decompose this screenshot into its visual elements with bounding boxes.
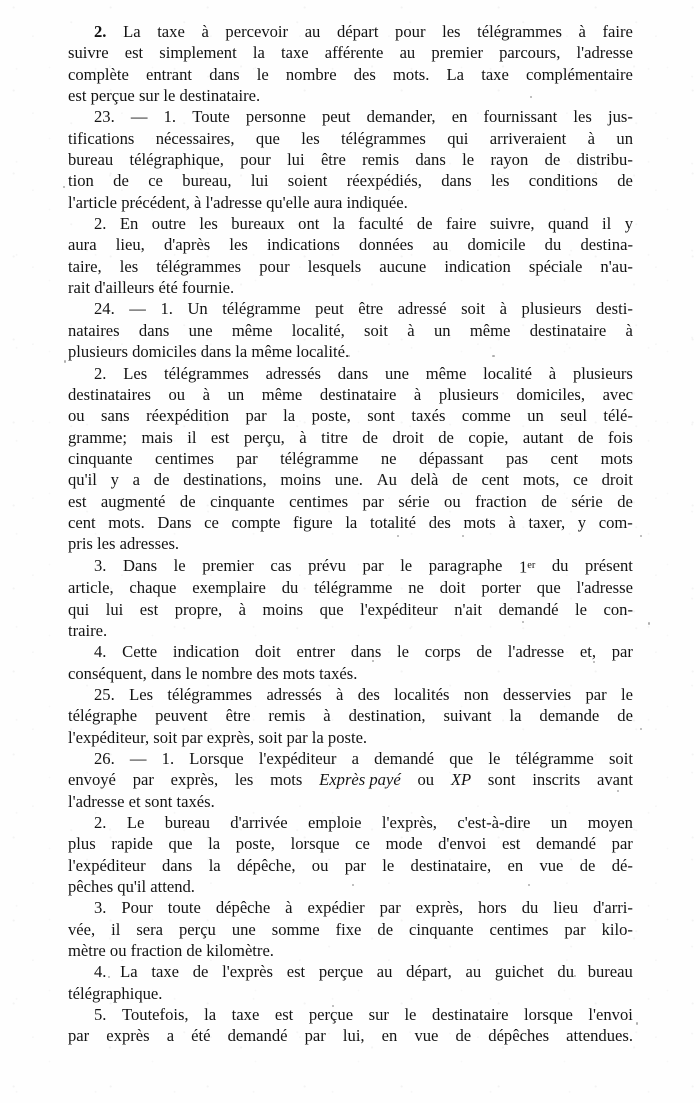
text-line: pris les adresses.	[68, 534, 180, 554]
scan-speck	[63, 186, 65, 188]
text-line: par exprès a été demandé par lui, en vue de dépêches attendues.	[68, 1026, 633, 1046]
text-line: envoyé par exprès, les mots Exprès payé ou XP sont inscrits avant	[68, 770, 633, 790]
text-line: aura lieu, d'après les indications données au domicile du destina-	[68, 235, 633, 255]
text-line: 3. Pour toute dépêche à expédier par exprès, hors du lieu d'arri-	[94, 898, 633, 918]
text-line: destinataires ou à un même destinataire à plusieurs domiciles, avec	[68, 384, 633, 404]
text-line: plusieurs domiciles dans la même localité.	[68, 342, 350, 362]
paragraph-24-3	[68, 555, 633, 642]
paragraph-26-5	[68, 1004, 633, 1047]
paragraph-2-taxe-percevoir	[68, 21, 633, 106]
text-line: nataires dans une même localité, soit à un même destinataire à	[68, 320, 633, 340]
paragraph-23-1	[68, 106, 633, 213]
page-text-body	[68, 21, 633, 1047]
text-line: 3. Dans le premier cas prévu par le paragraphe 1er du présent	[94, 555, 633, 576]
paragraph-26-4	[68, 961, 633, 1004]
scan-speck	[640, 535, 642, 537]
text-line: cent mots. Dans ce compte figure la totalité des mots à taxer, y com-	[68, 512, 633, 532]
text-line: 4. La taxe de l'exprès est perçue au départ, au guichet du bureau	[94, 962, 633, 982]
text-line: télégraphique.	[68, 983, 163, 1003]
text-line: rait d'ailleurs été fournie.	[68, 278, 235, 298]
text-line: 5. Toutefois, la taxe est perçue sur le destinataire lorsque l'envoi	[94, 1005, 633, 1025]
ordinal-suffix: er	[527, 559, 536, 571]
scan-speck	[640, 728, 642, 730]
text-line: tion de ce bureau, lui soient réexpédiés, dans les conditions de	[68, 171, 633, 191]
text-line: 2. Les télégrammes adressés dans une même localité à plusieurs	[94, 363, 633, 383]
text-line: est augmenté de cinquante centimes par série ou fraction de série de	[68, 491, 633, 511]
text-line: 4. Cette indication doit entrer dans le corps de l'adresse et, par	[94, 642, 633, 662]
text-line: cinquante centimes par télégramme ne dépassant pas cent mots	[68, 448, 633, 468]
text-line: vée, il sera perçu une somme fixe de cinquante centimes par kilo-	[68, 919, 633, 939]
italic-phrase-xp: XP	[450, 770, 472, 790]
text-line: traire.	[68, 620, 108, 640]
text-line: télégraphe peuvent être remis à destination, suivant la demande de	[68, 706, 633, 726]
italic-phrase-expres-paye: Exprès payé	[319, 770, 401, 790]
text-line: taire, les télégrammes pour lesquels aucune indication spéciale n'au-	[68, 256, 633, 276]
text-line: est perçue sur le destinataire.	[68, 86, 261, 106]
text-line: qui lui est propre, à moins que l'expéditeur n'ait demandé le con-	[68, 599, 633, 619]
text-line: 25. Les télégrammes adressés à des localités non desservies par le	[94, 684, 633, 704]
text-line: 2. En outre les bureaux ont la faculté de faire suivre, quand il y	[94, 214, 633, 234]
paragraph-26-1	[68, 748, 633, 812]
text-line: plus rapide que la poste, lorsque ce mode d'envoi est demandé par	[68, 834, 633, 854]
text-line: complète entrant dans le nombre des mots. La taxe complémentaire	[68, 64, 633, 84]
text-line: conséquent, dans le nombre des mots taxés.	[68, 663, 358, 683]
text-line: 26. — 1. Lorsque l'expéditeur a demandé que le télégramme soit	[94, 749, 633, 768]
text-line: 24. — 1. Un télégramme peut être adressé soit à plusieurs desti-	[94, 299, 633, 319]
text-line: gramme; mais il est perçu, à titre de droit de copie, autant de fois	[68, 427, 633, 447]
text-line: qu'il y a de destinations, moins une. Au delà de cent mots, ce droit	[68, 470, 633, 490]
text-line: 2. Le bureau d'arrivée emploie l'exprès, c'est-à-dire un moyen	[94, 813, 633, 833]
text-line: mètre ou fraction de kilomètre.	[68, 941, 274, 961]
paragraph-25	[68, 684, 633, 748]
paragraph-24-4	[68, 641, 633, 684]
text-line: 23. — 1. Toute personne peut demander, en fournissant les jus-	[94, 107, 633, 127]
text-line: bureau télégraphique, pour lui être remis dans le rayon de distribu-	[68, 150, 633, 170]
paragraph-26-2	[68, 812, 633, 897]
text-line: l'article précédent, à l'adresse qu'elle aura indiquée.	[68, 192, 408, 212]
text-line: l'expéditeur dans la dépêche, ou par le destinataire, en vue de dé-	[68, 855, 633, 875]
text-line: 2. La taxe à percevoir au départ pour les télégrammes à faire	[94, 22, 633, 41]
scan-speck	[64, 360, 66, 363]
paragraph-23-2	[68, 213, 633, 298]
text-line: article, chaque exemplaire du télégramme ne doit porter que l'adresse	[68, 578, 633, 598]
text-line: tifications nécessaires, que les télégrammes qui arriveraient à un	[68, 128, 633, 148]
paragraph-26-3	[68, 897, 633, 961]
text-line: suivre est simplement la taxe afférente au premier parcours, l'adresse	[68, 43, 633, 63]
paragraph-24-1	[68, 298, 633, 362]
text-line: l'adresse et sont taxés.	[68, 791, 215, 811]
text-line: l'expéditeur, soit par exprès, soit par la poste.	[68, 727, 368, 747]
text-line: pêches qu'il attend.	[68, 877, 195, 897]
scan-speck	[636, 1022, 638, 1025]
paragraph-24-2	[68, 363, 633, 555]
text-line: ou sans réexpédition par la poste, sont taxés comme un seul télé-	[68, 406, 633, 426]
scan-speck	[648, 622, 650, 625]
